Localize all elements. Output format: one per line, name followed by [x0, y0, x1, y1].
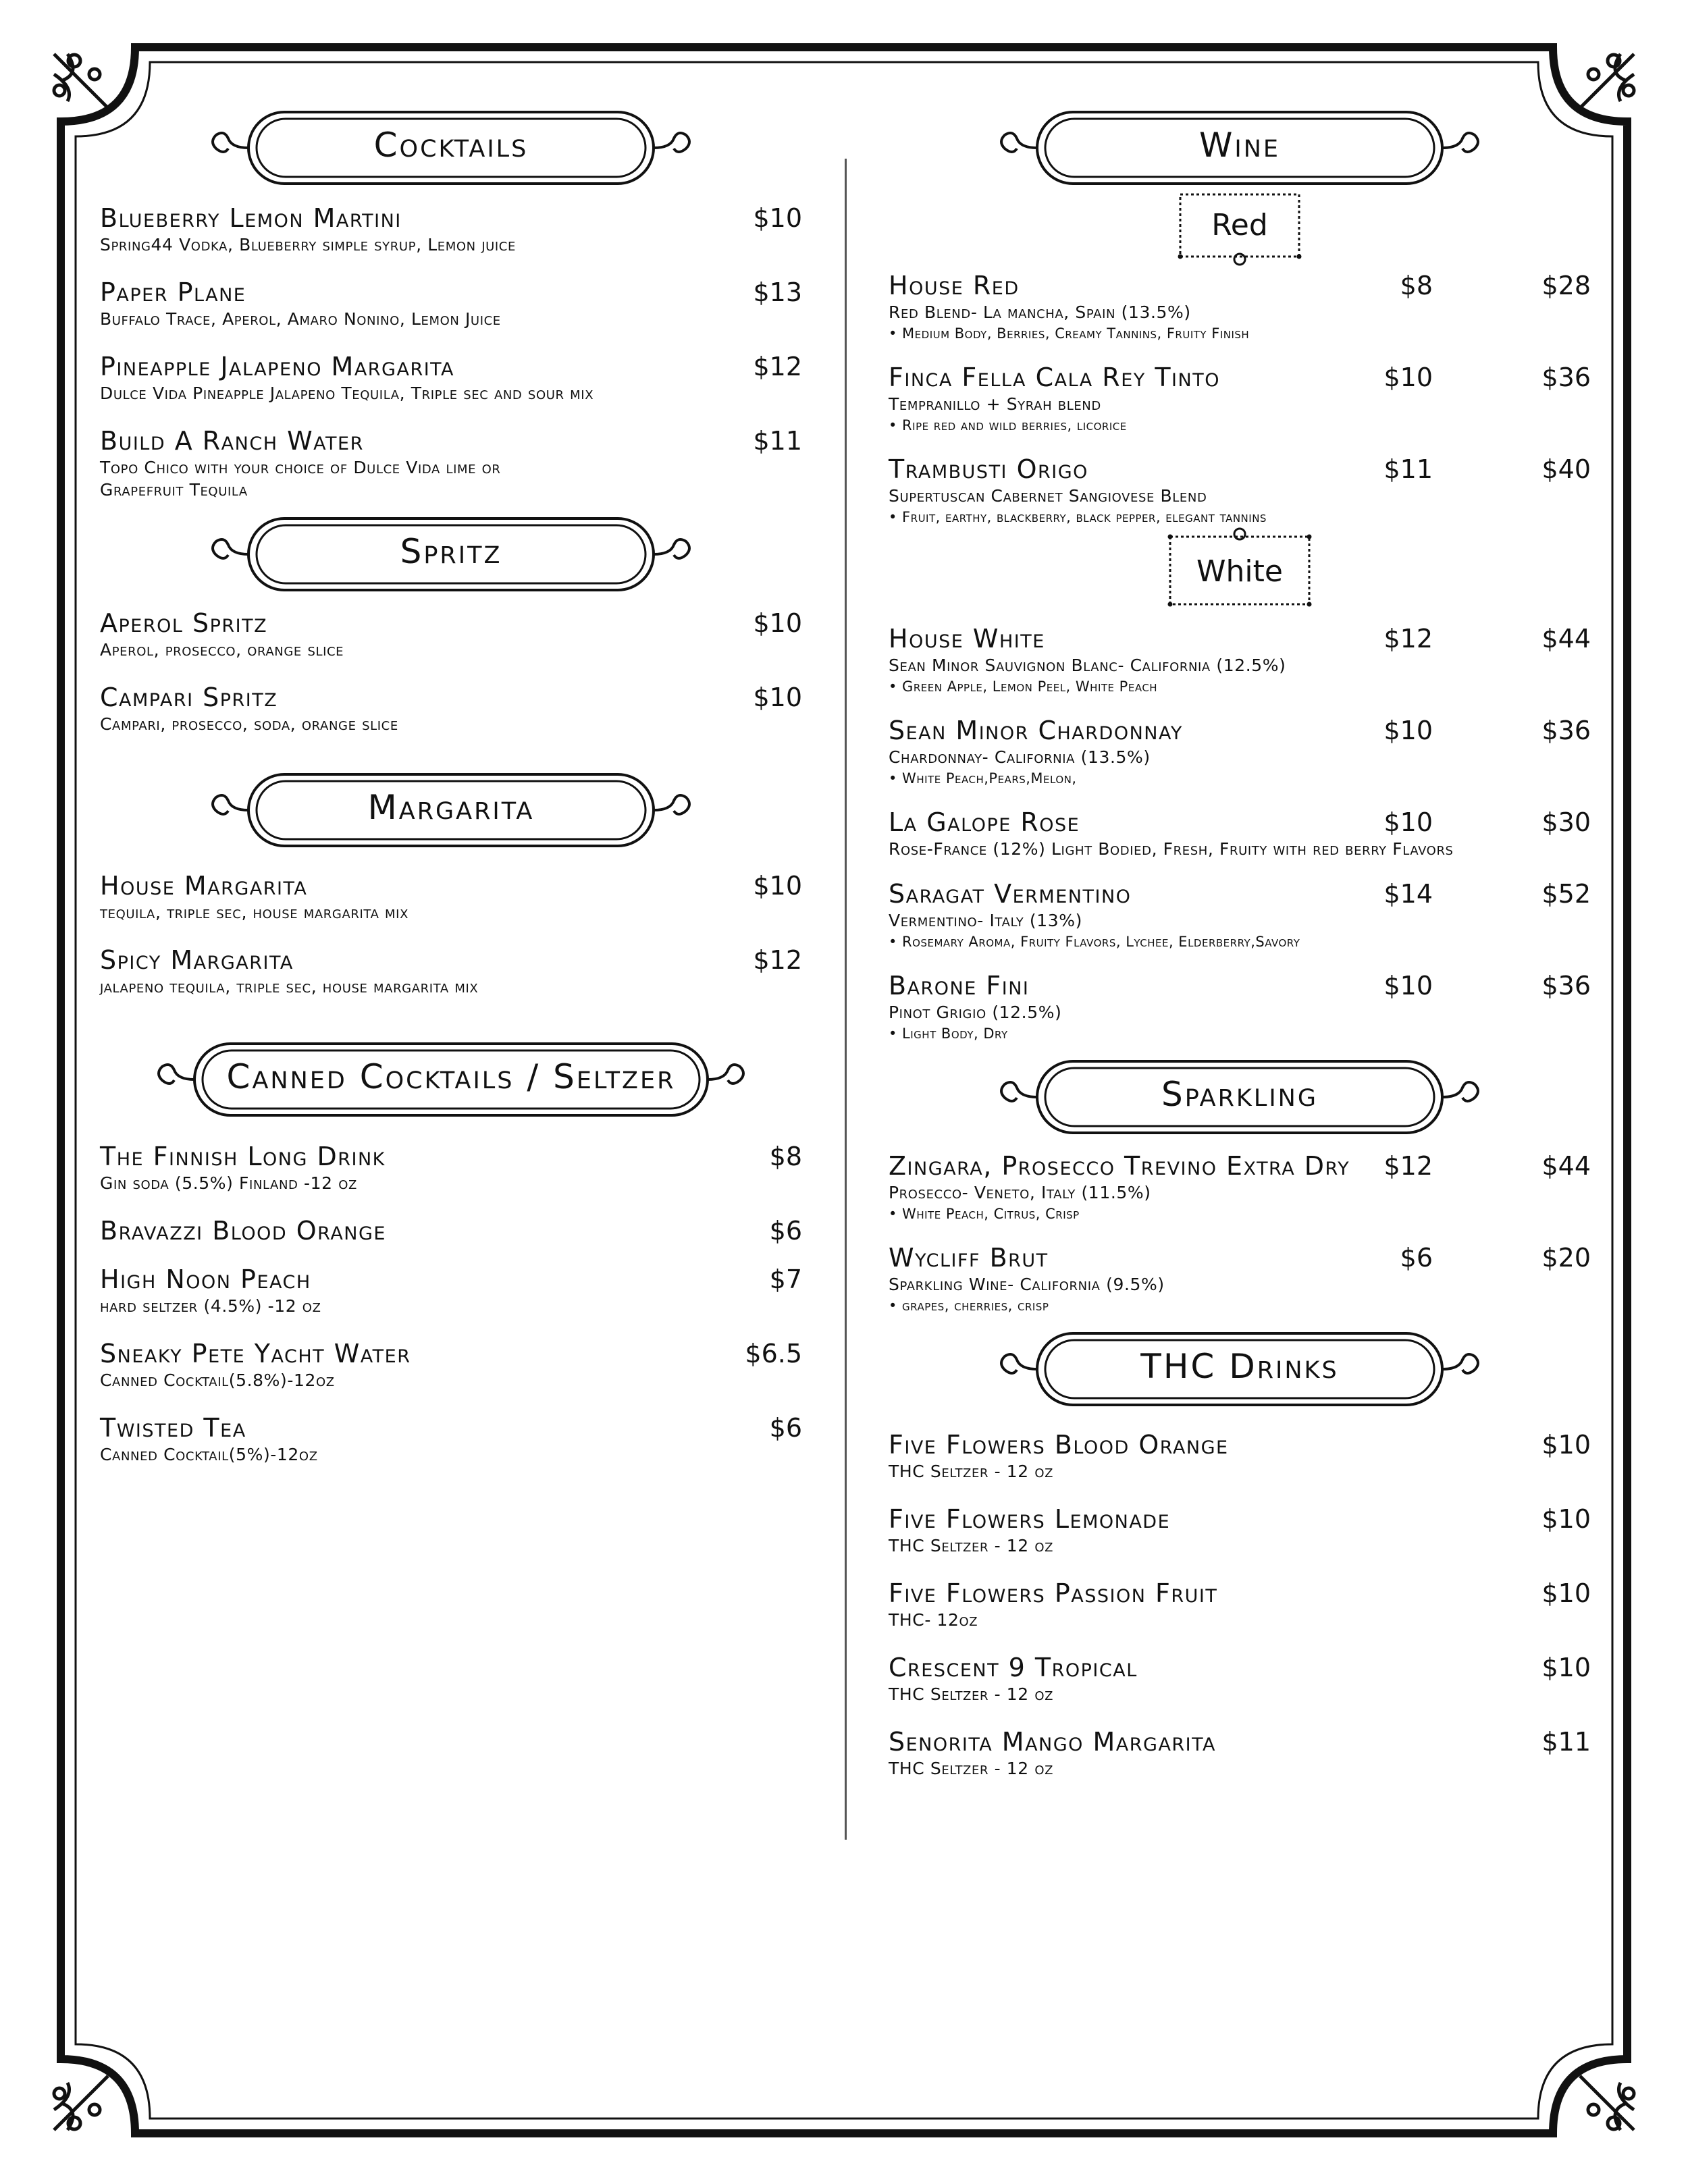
item-name: Build A Ranch Water: [100, 426, 364, 456]
item-name: Crescent 9 Tropical: [889, 1653, 1138, 1682]
menu-item: [889, 1578, 1591, 1631]
left-column: [100, 108, 802, 1466]
item-price: $6: [769, 1413, 802, 1443]
item-price: $6.5: [745, 1339, 802, 1368]
item-desc: Canned Cocktail(5.8%)-12oz: [100, 1370, 335, 1390]
item-price: $8: [769, 1142, 802, 1171]
item-note: • White Peach, Citrus, Crisp: [889, 1206, 1080, 1222]
section-title: Spritz: [400, 532, 502, 571]
item-name: Barone Fini: [889, 971, 1030, 1001]
item-name: Paper Plane: [100, 277, 246, 307]
bottle-price: $20: [1541, 1243, 1591, 1273]
subheader-title: White: [1196, 554, 1283, 589]
glass-price: $14: [1383, 879, 1433, 909]
right-column: [889, 108, 1591, 1780]
section-title: THC Drinks: [1140, 1347, 1339, 1386]
section-header-cocktails: [208, 108, 694, 188]
item-name: The Finnish Long Drink: [100, 1142, 386, 1171]
item-price: $7: [769, 1264, 802, 1294]
item-name: House White: [889, 624, 1045, 654]
item-name: Senorita Mango Margarita: [889, 1727, 1217, 1757]
menu-item: [100, 277, 802, 330]
bottle-price: $28: [1541, 271, 1591, 300]
glass-price: $10: [1383, 716, 1433, 745]
item-desc: Canned Cocktail(5%)-12oz: [100, 1445, 318, 1464]
menu-item: [100, 1338, 802, 1391]
item-note: • Medium Body, Berries, Creamy Tannins, Fruity Finish: [889, 325, 1250, 342]
menu-item: [100, 1412, 802, 1466]
item-desc: THC Seltzer - 12 oz: [889, 1684, 1054, 1704]
glass-price: $11: [1383, 454, 1433, 484]
item-name: Campari Spritz: [100, 683, 278, 712]
glass-price: $10: [1383, 971, 1433, 1001]
item-desc: hard seltzer (4.5%) -12 oz: [100, 1296, 321, 1316]
bottle-price: $30: [1541, 807, 1591, 837]
menu-item: [100, 1264, 802, 1317]
item-name: Five Flowers Passion Fruit: [889, 1578, 1218, 1608]
menu-item: [100, 351, 802, 404]
section-header-canned: [154, 1040, 748, 1119]
section-title: Canned Cocktails / Seltzer: [226, 1057, 676, 1096]
subheader-red: [1172, 184, 1307, 266]
item-desc: Sparkling Wine- California (9.5%): [889, 1275, 1165, 1294]
menu-item: [100, 1215, 802, 1246]
item-desc: THC- 12oz: [889, 1610, 978, 1630]
item-name: House Margarita: [100, 871, 308, 901]
item-price: $10: [753, 203, 802, 233]
section-header-sparkling: [997, 1057, 1483, 1137]
bottle-price: $36: [1541, 716, 1591, 745]
section-title: Margarita: [367, 788, 535, 827]
bottle-price: $36: [1541, 971, 1591, 1001]
menu-item: [100, 425, 802, 501]
item-desc: Supertuscan Cabernet Sangiovese Blend: [889, 486, 1207, 506]
item-desc: Rose-France (12%) Light Bodied, Fresh, Fruity with red berry Flavors: [889, 839, 1454, 859]
item-name: Saragat Vermentino: [889, 879, 1132, 909]
menu-item: [100, 870, 802, 924]
item-desc: Red Blend- La mancha, Spain (13.5%): [889, 302, 1191, 322]
item-desc: Gin soda (5.5%) Finland -12 oz: [100, 1173, 357, 1193]
item-price: $12: [753, 945, 802, 975]
bottle-price: $52: [1541, 879, 1591, 909]
item-name: Five Flowers Blood Orange: [889, 1430, 1229, 1460]
item-note: • Light Body, Dry: [889, 1026, 1008, 1042]
item-price: $10: [1541, 1653, 1591, 1682]
section-header-spritz: [208, 514, 694, 594]
bottle-price: $40: [1541, 454, 1591, 484]
item-price: $11: [1541, 1727, 1591, 1757]
item-price: $12: [753, 352, 802, 381]
item-name: Blueberry Lemon Martini: [100, 203, 402, 233]
menu-item: [100, 1141, 802, 1194]
item-name: Pineapple Jalapeno Margarita: [100, 352, 455, 381]
item-note: • White Peach,Pears,Melon,: [889, 770, 1077, 787]
section-title: Wine: [1198, 126, 1281, 165]
item-desc: Pinot Grigio (12.5%): [889, 1003, 1062, 1022]
menu-item: [100, 608, 802, 661]
wine-item: [889, 270, 1591, 344]
item-name: Twisted Tea: [100, 1413, 246, 1443]
item-name: Spicy Margarita: [100, 945, 294, 975]
item-desc: Topo Chico with your choice of Dulce Vida lime or Grapefruit Tequila: [100, 458, 501, 500]
column-divider: [845, 159, 847, 1840]
section-header-margarita: [208, 770, 694, 850]
item-desc: Aperol, prosecco, orange slice: [100, 640, 344, 660]
item-desc: THC Seltzer - 12 oz: [889, 1462, 1054, 1481]
item-desc: Buffalo Trace, Aperol, Amaro Nonino, Lemon Juice: [100, 309, 501, 329]
item-name: Wycliff Brut: [889, 1243, 1049, 1273]
item-price: $10: [1541, 1578, 1591, 1608]
item-desc: THC Seltzer - 12 oz: [889, 1536, 1054, 1555]
item-name: Trambusti Origo: [889, 454, 1088, 484]
item-price: $10: [753, 871, 802, 901]
item-desc: Prosecco- Veneto, Italy (11.5%): [889, 1183, 1151, 1202]
item-note: • grapes, cherries, crisp: [889, 1298, 1049, 1314]
item-note: • Ripe red and wild berries, licorice: [889, 417, 1127, 433]
wine-item: [889, 970, 1591, 1044]
subheader-white: [1162, 527, 1317, 614]
item-name: Zingara, Prosecco Trevino Extra Dry: [889, 1151, 1350, 1181]
item-name: House Red: [889, 271, 1020, 300]
bottle-price: $44: [1541, 624, 1591, 654]
item-price: $10: [753, 608, 802, 638]
glass-price: $12: [1383, 624, 1433, 654]
wine-item: [889, 1150, 1591, 1224]
item-note: • Rosemary Aroma, Fruity Flavors, Lychee, Elderberry,Savory: [889, 934, 1300, 950]
item-name: High Noon Peach: [100, 1264, 311, 1294]
item-name: Sean Minor Chardonnay: [889, 716, 1183, 745]
glass-price: $8: [1400, 271, 1433, 300]
item-name: Sneaky Pete Yacht Water: [100, 1339, 411, 1368]
item-price: $10: [1541, 1430, 1591, 1460]
menu-item: [889, 1503, 1591, 1557]
section-header-wine: [997, 108, 1483, 188]
item-name: Bravazzi Blood Orange: [100, 1216, 386, 1246]
wine-item: [889, 454, 1591, 527]
item-price: $6: [769, 1216, 802, 1246]
bottle-price: $36: [1541, 363, 1591, 392]
section-title: Sparkling: [1161, 1075, 1318, 1114]
menu-item: [100, 682, 802, 735]
wine-item: [889, 715, 1591, 789]
wine-item: [889, 362, 1591, 435]
item-desc: jalapeno tequila, triple sec, house margarita mix: [100, 977, 479, 996]
item-desc: Dulce Vida Pineapple Jalapeno Tequila, Triple sec and sour mix: [100, 383, 594, 403]
item-note: • Fruit, earthy, blackberry, black pepper, elegant tannins: [889, 509, 1267, 525]
menu-item: [889, 1726, 1591, 1780]
menu-item: [100, 203, 802, 256]
item-price: $10: [753, 683, 802, 712]
item-name: La Galope Rose: [889, 807, 1080, 837]
item-price: $11: [753, 426, 802, 456]
item-desc: tequila, triple sec, house margarita mix: [100, 903, 409, 922]
item-name: Five Flowers Lemonade: [889, 1504, 1171, 1534]
item-name: Finca Fella Cala Rey Tinto: [889, 363, 1220, 392]
wine-item: [889, 878, 1591, 952]
bottle-price: $44: [1541, 1151, 1591, 1181]
glass-price: $12: [1383, 1151, 1433, 1181]
item-name: Aperol Spritz: [100, 608, 268, 638]
item-desc: Campari, prosecco, soda, orange slice: [100, 714, 398, 734]
wine-item: [889, 807, 1591, 860]
section-header-thc: [997, 1329, 1483, 1409]
item-desc: Spring44 Vodka, Blueberry simple syrup, Lemon juice: [100, 235, 516, 255]
glass-price: $10: [1383, 807, 1433, 837]
menu-item: [889, 1652, 1591, 1705]
item-desc: Vermentino- Italy (13%): [889, 911, 1082, 930]
menu-item: [100, 944, 802, 998]
menu-item: [889, 1429, 1591, 1483]
item-desc: Tempranillo + Syrah blend: [889, 394, 1101, 414]
wine-item: [889, 623, 1591, 697]
glass-price: $6: [1400, 1243, 1433, 1273]
subheader-title: Red: [1211, 208, 1268, 242]
item-price: $13: [753, 277, 802, 307]
item-desc: Sean Minor Sauvignon Blanc- California (12.5%): [889, 656, 1286, 675]
item-note: • Green Apple, Lemon Peel, White Peach: [889, 678, 1158, 695]
item-desc: Chardonnay- California (13.5%): [889, 747, 1151, 767]
wine-item: [889, 1242, 1591, 1316]
item-price: $10: [1541, 1504, 1591, 1534]
section-title: Cocktails: [373, 126, 529, 165]
item-desc: THC Seltzer - 12 oz: [889, 1759, 1054, 1778]
glass-price: $10: [1383, 363, 1433, 392]
